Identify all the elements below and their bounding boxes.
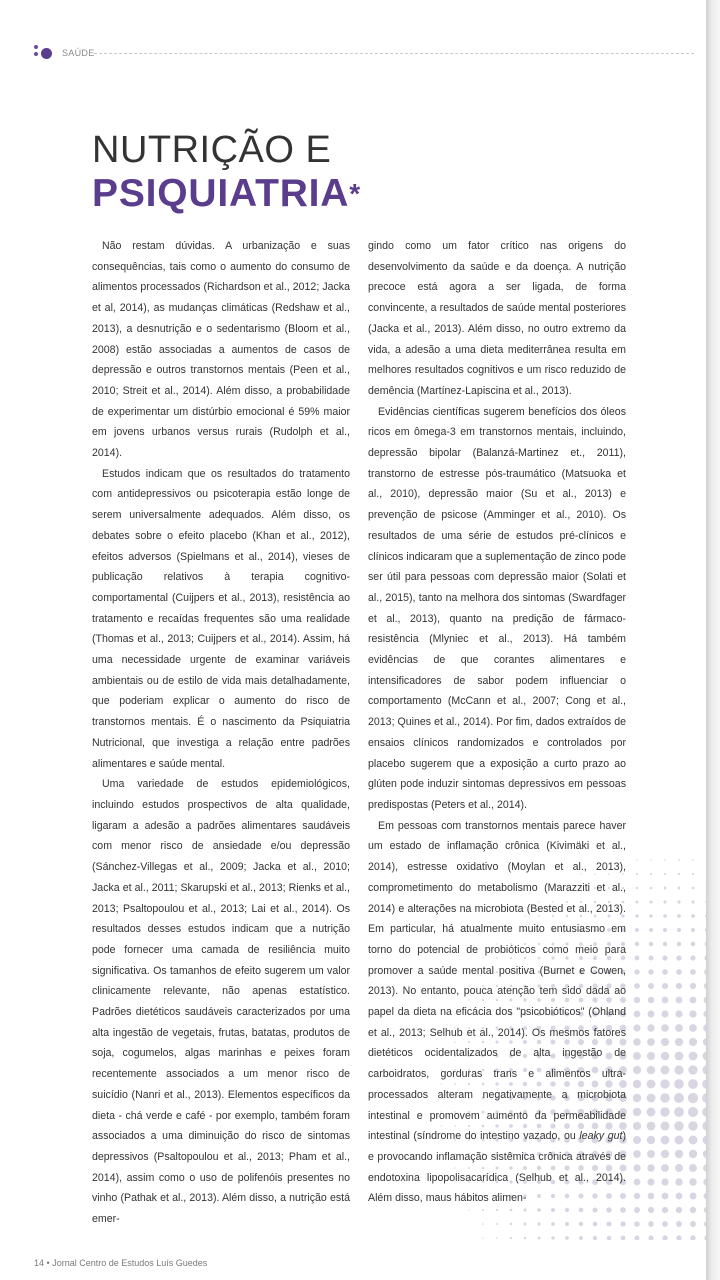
decor-dot [676,955,681,960]
decor-dot [689,1038,697,1046]
decor-dot [537,1222,540,1225]
decor-dot [524,1223,527,1226]
decor-dot [634,1207,640,1213]
decor-dot [661,1164,669,1172]
decor-dot [649,942,654,947]
decor-dot [678,873,680,875]
decor-dot [634,1221,640,1227]
paragraph: Estudos indicam que os resultados do tratamento com antidepressivos ou psicoterapia estão longe de serem universalmente adequados. Além disso, os debates sobre o efeito placebo (Khan et al., 2012), efeitos adversos (Spielmans et al., 2014), vieses de publicação relativos à terapia cognitivo-comportamental (Cuijpers et al., 2013), resistência ao tratamento e recaídas frequentes são uma realidade (Thomas et al., 2013; Cuijpers et al., 2014). Assim, há uma necessidade urgente de examinar variáveis ambientais ou de estilo de vida mais detalhadamente, que poderiam explicar o aumento do risco de transtornos mentais. É o nascimento da Psiquiatria Nutricional, que investiga a relação entre padrões alimentares e saúde mental. [92,467,350,770]
decor-dot [482,1237,483,1238]
decor-dot [674,1065,683,1074]
column-right [368,236,626,1209]
article-title [92,128,652,216]
decor-dot [633,1094,641,1102]
decor-dot [468,1209,469,1210]
decor-dot [676,1221,682,1227]
decor-dot [647,1080,656,1089]
decor-dot [647,1108,656,1117]
paragraph: Evidências científicas sugerem benefícios dos óleos ricos em ômega-3 em transtornos mentais, incluindo, depressão bipolar (Balanzá-Martinez et., 2011), transtorno de estresse pós-traumático (Matsuoka et al., 2010), depressão maior (Su et al., 2013) e prevenção de psicose (Amminger et al., 2010). Os resultados de uma série de estudos pré-clínicos e clínicos indicaram que a suplementação de zinco pode ser útil para pessoas com depressão maior (Solati et al., 2015), tanto na melhora dos sintomas (Swardfager et al., 2013), quanto na predição de fármaco-resistência (Mlyniec et al., 2013). Há também evidências de que corantes alimentares e intensificadores de sabor podem influenciar o comportamento (McCann et al., 2007; Cong et al., 2013; Quines et al., 2014). Por fim, dados extraídos de ensaios clínicos randomizados e controlados por placebo sugerem que a exposição a curto prazo ao glúten pode induzir sintomas depressivos em pessoas predispostas (Peters et al., 2014). [368,405,626,811]
column-left [92,236,350,1230]
decor-dot [648,983,654,989]
decor-dot [690,969,696,975]
decor-dot [688,1107,698,1117]
decor-dot [647,1122,656,1131]
decor-dot [634,969,639,974]
decor-dot [633,1052,641,1060]
decor-dot [648,1193,655,1200]
decor-dot [674,1107,684,1117]
page-edge-shadow [706,0,720,1280]
decor-dot [676,969,682,975]
decor-dot [691,914,695,918]
decor-dot [633,1038,641,1046]
decor-dot [551,1236,554,1239]
page-header [30,42,706,66]
decor-dot [649,928,653,932]
page-footer [34,1258,207,1268]
decor-dot [634,1011,641,1018]
decor-dot [661,1150,669,1158]
decor-dot [482,1209,484,1211]
decor-dot [607,1236,612,1240]
decor-dot [675,1010,682,1017]
decor-dot [636,901,639,904]
decor-dot [636,887,638,889]
decor-dot [635,942,639,946]
decor-dot [647,1164,655,1172]
decor-dot [620,1221,625,1226]
decor-dot [677,942,682,947]
paragraph: Não restam dúvidas. A urbanização e suas consequências, tais como o aumento do consumo de alimentos processados (Richardson et al., 2012; Jacka et al, 2014), as mudanças climáticas (Redshaw et al., 2013), a desnutrição e o sedentarismo (Bloom et al., 2008) estão associadas a aumentos de casos de depressão e outros transtornos mentais (Peen et al., 2010; Streit et al., 2014). Além disso, a probabilidade de experimentar um distúrbio emocional é 59% maior em jovens urbanos versus rurais (Rudolph et al., 2014). [92,240,350,460]
decor-dot [660,1107,669,1116]
decor-dot [692,873,694,875]
decor-dot [689,1178,696,1185]
decor-dot [688,1121,697,1130]
decor-dot [689,1136,698,1145]
publication-name: Jornal Centro de Estudos Luís Guedes [52,1258,208,1268]
decor-dot [675,1136,684,1145]
decor-dot [675,1038,683,1046]
decor-dot [649,914,653,918]
decor-dot [633,1066,641,1074]
decor-dot [634,997,640,1003]
paragraph: Uma variedade de estudos epidemiológicos, incluindo estudos prospectivos de alta qualidade, ligaram a adesão a padrões alimentares saudáveis com menor risco de ansiedade e/ou depressão (Sánchez-Villegas et al., 2009; Jacka et al., 2010; Jacka et al., 2011; Skarupski et al., 2013; Rienks et al., 2013; Psaltopoulou et al., 2013; Lai et al., 2014). Os resultados desses estudos indicam que a nutrição pode fornecer uma camada de resiliência muito significativa. Os tamanhos de efeito sugerem um valor clinicamente relevante, não apenas estatístico. Padrões dietéticos saudáveis caracterizados por uma alta ingestão de vegetais, frutas, batatas, produtos de soja, cogumelos, algas marinhas e peixes foram recentemente associados a um menor risco de suicídio (Nanri et al., 2013). Elementos específicos da dieta - chá verde e café - por exemplo, também foram associados a uma diminuição do risco de sintomas depressivos (Psaltopoulou et al., 2013; Pham et al., 2014), assim como o uso de polifenóis presentes no vinho (Pathak et al., 2013). Além disso, a nutrição está emer- [92,778,350,1226]
paragraph-text: Em pessoas com transtornos mentais parece haver um estado de inflamação crônica (Kivimäki et al., 2014), estresse oxidativo (Moylan et al., 2013), comprometimento do metabolismo (Marazziti et al., 2014) e alterações na microbiota (Bested et al., 2013). Em particular, há atualmente muito entusiasmo em torno do potencial de probióticos como meio para promover a saúde mental positiva (Burnet e Cowen, 2013). No entanto, pouca atenção tem sido dada ao papel da dieta na eficácia dos "psicobióticos" (Ohland et al., 2013; Selhub et al., 2014). Os mesmos fatores dietéticos ocidentalizados de alta ingestão de carboidratos, gorduras trans e alimentos ultra-processados alteram negativamente a microbiota intestinal e promovem aumento da permeabilidade intestinal (síndrome do intestino vazado, ou [368,819,626,1143]
decor-dot [648,1207,654,1213]
decor-dot [647,1052,655,1060]
decor-dot [692,887,695,890]
decor-dot [663,942,668,947]
decor-dot [688,1093,698,1103]
decor-dot [538,1237,541,1240]
decor-dot [593,1222,598,1227]
decor-dot [678,859,680,861]
decor-dot [663,900,666,903]
decor-dot [692,859,694,861]
section-label: SAÚDE [62,48,95,58]
decor-dot [662,997,669,1004]
decor-dot [664,887,667,890]
title-line-2 [92,172,652,216]
decor-dot [633,1136,641,1144]
decor-dot [648,969,654,975]
decor-dot [676,983,682,989]
decor-dot [648,1235,653,1240]
decor-dot [662,1207,668,1213]
decor-dot [676,997,683,1004]
decor-dot [633,1108,641,1116]
decor-dot [674,1093,684,1103]
decor-dot [677,928,681,932]
decor-dot [482,1223,484,1225]
title-line-2-text: PSIQUIATRIA [92,172,350,215]
decor-dot [633,1080,641,1088]
decor-dot [579,1236,583,1240]
decor-dot [689,1150,697,1158]
decor-dot [688,1065,697,1074]
decor-dot [648,997,655,1004]
decor-dot [633,1150,641,1158]
decor-dot [635,928,639,932]
decor-dot [674,1079,684,1089]
decor-dot [648,1221,654,1227]
decor-dot [650,887,653,890]
decor-dot [661,1066,670,1075]
decor-dot [648,1011,655,1018]
decor-dot [660,1121,669,1130]
decor-dot [565,1236,569,1240]
decor-dot [675,1164,683,1172]
decor-dot [691,942,696,947]
decor-dot [647,1024,654,1031]
decor-dot [690,1221,696,1227]
decor-dot [664,859,666,861]
decor-dot [634,1193,640,1199]
section-logo-icon [30,42,60,66]
decor-dot [662,1193,669,1200]
decor-dot [633,1164,640,1171]
decor-dot [691,900,694,903]
decor-dot [690,1235,695,1240]
decor-dot [621,1236,626,1240]
decor-dot [664,873,666,875]
decor-dot [496,1237,498,1239]
title-footnote-marker: * [349,178,361,209]
title-line-1: NUTRIÇÃO E [92,129,332,171]
decor-dot [647,1038,655,1046]
decor-dot [689,1052,698,1061]
decor-dot [690,1193,697,1200]
emphasis-term: leaky gut [579,1130,623,1143]
decor-dot [662,1221,668,1227]
decor-dot [663,914,667,918]
decor-dot [661,1038,669,1046]
decor-dot [524,1237,527,1240]
paragraph [368,816,626,1209]
footer-separator: • [46,1258,50,1268]
decor-dot [650,873,652,875]
decor-dot [579,1222,583,1226]
decor-dot [661,1136,670,1145]
decor-dot [690,997,697,1004]
decor-dot [676,1207,682,1213]
decor-dot [633,1122,641,1130]
decor-dot [662,983,668,989]
decor-dot [647,1066,656,1075]
decor-dot [662,955,667,960]
decor-dot [662,969,668,975]
decor-dot [633,1024,640,1031]
decor-dot [510,1223,512,1225]
decor-dot [649,900,652,903]
decor-dot [635,914,638,917]
decor-dot [634,1235,639,1240]
decor-dot [635,956,640,961]
decor-dot [647,1178,654,1185]
decor-dot [650,859,652,861]
decor-dot [691,928,695,932]
decor-dot [675,1024,683,1032]
decor-dot [689,1024,697,1032]
decor-dot [663,928,667,932]
decor-dot [496,1209,498,1211]
decor-dot [565,1222,569,1226]
decor-dot [677,914,681,918]
decor-dot [510,1237,512,1239]
decor-dot [690,983,696,989]
header-divider [94,53,694,54]
decor-dot [660,1093,669,1102]
decor-dot [636,859,637,860]
decor-dot [660,1079,669,1088]
decor-dot [676,1235,681,1240]
decor-dot [634,983,640,989]
decor-dot [661,1052,670,1061]
decor-dot [676,1193,683,1200]
decor-dot [606,1221,611,1226]
decor-dot [551,1222,555,1226]
decor-dot [675,1178,682,1185]
decor-dot [662,1235,667,1240]
decor-dot [690,1207,696,1213]
decor-dot [661,1024,669,1032]
decor-dot [647,1136,655,1144]
decor-dot [675,1052,684,1061]
decor-dot [688,1079,698,1089]
decor-dot [636,873,638,875]
decor-dot [675,1150,683,1158]
decor-dot [674,1121,683,1130]
paragraph-text: ) e provocando inflamação sistêmica crônica através de endotoxina lipopolisacarídica (Selhub et al., 2014). Além disso, maus hábitos alimen- [368,1130,626,1205]
decor-dot [496,1223,498,1225]
decor-dot [689,1010,696,1017]
page-number: 14 [34,1258,45,1268]
decor-dot [647,1150,655,1158]
decor-dot [661,1010,668,1017]
decor-dot [677,900,680,903]
decor-dot [634,1179,641,1186]
decor-dot [689,1164,697,1172]
decor-dot [661,1178,668,1185]
decor-dot [648,955,653,960]
decor-dot [690,955,695,960]
decor-dot [593,1236,597,1240]
paragraph-continued: gindo como um fator crítico nas origens do desenvolvimento da saúde e da doença. A nutrição precoce está agora a ser ligada, de forma convincente, a resultados de saúde mental posteriores (Jacka et al., 2013). Além disso, no outro extremo da vida, a adesão a uma dieta mediterrânea resulta em melhores resultados cognitivos e um risco reduzido de demência (Martínez-Lapiscina et al., 2013). [368,240,626,397]
decor-dot [647,1094,656,1103]
decor-dot [678,887,681,890]
